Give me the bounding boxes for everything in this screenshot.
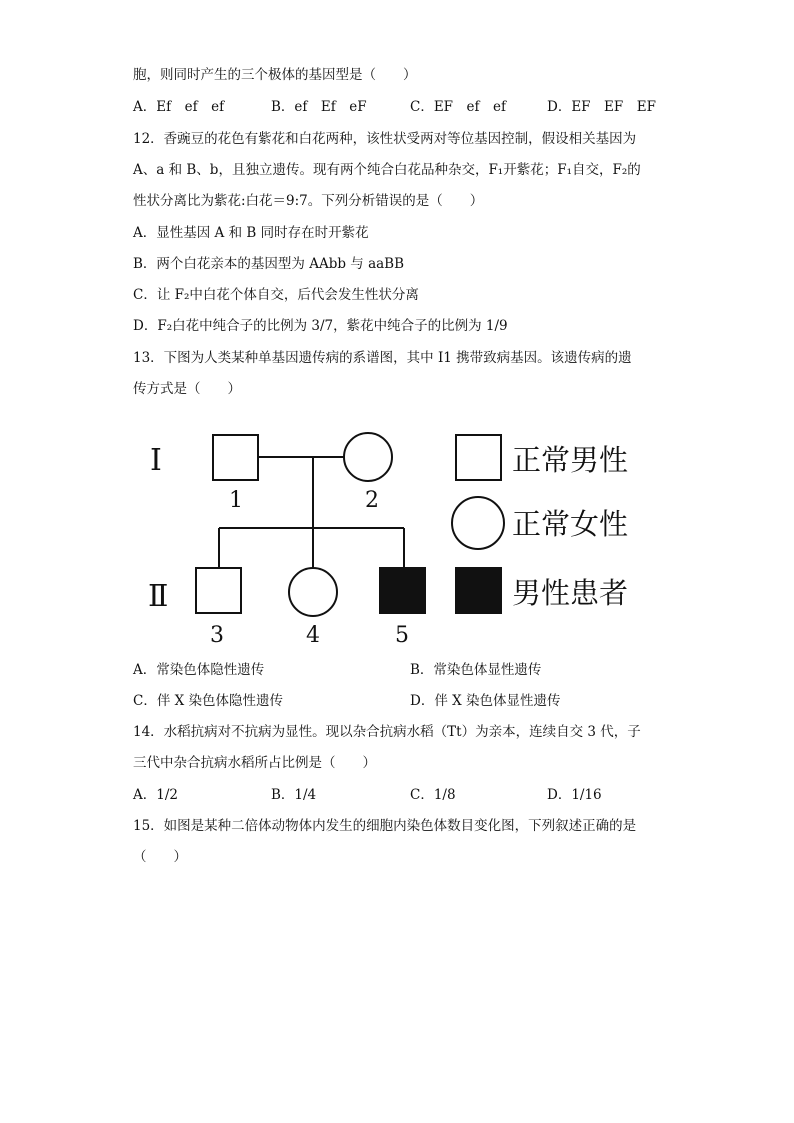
q12-option-d[interactable]: D．F₂白花中纯合子的比例为 3/7，紫花中纯合子的比例为 1/9	[133, 318, 508, 334]
individual-number-2: 2	[365, 488, 379, 513]
q14-option-c[interactable]: C．1/8	[410, 787, 456, 803]
q13-stem-line-2: 传方式是（ ）	[133, 381, 241, 397]
q14-option-a[interactable]: A．1/2	[133, 787, 178, 803]
q11-option-a[interactable]: A．Ef ef ef	[133, 99, 225, 115]
q12-option-b[interactable]: B．两个白花亲本的基因型为 AAbb 与 aaBB	[133, 256, 405, 272]
q14-option-b[interactable]: B．1/4	[271, 787, 317, 803]
legend-normal-male-label: 正常男性	[512, 443, 629, 477]
q15-stem-line-1: 15．如图是某种二倍体动物体内发生的细胞内染色体数目变化图，下列叙述正确的是	[133, 818, 637, 834]
q12-stem-line-2: A、a 和 B、b，且独立遗传。现有两个纯合白花品种杂交，F₁开紫花；F₁自交，F₂的	[133, 162, 641, 178]
individual-5-affected-male	[380, 568, 425, 613]
q11-stem-tail: 胞，则同时产生的三个极体的基因型是（ ）	[133, 67, 417, 83]
q12-option-c[interactable]: C．让 F₂中白花个体自交，后代会发生性状分离	[133, 287, 419, 303]
q11-option-d[interactable]: D．EF EF EF	[547, 99, 656, 115]
legend-normal-female-symbol	[452, 497, 504, 549]
q12-stem-line-1: 12．香豌豆的花色有紫花和白花两种，该性状受两对等位基因控制，假设相关基因为	[133, 131, 637, 147]
q14-stem-line-2: 三代中杂合抗病水稻所占比例是（ ）	[133, 755, 376, 771]
pedigree-chart	[140, 420, 660, 650]
individual-3-normal-male	[196, 568, 241, 613]
q13-stem-line-1: 13．下图为人类某种单基因遗传病的系谱图，其中 Ⅰ1 携带致病基因。该遗传病的遗	[133, 350, 632, 366]
q12-stem-line-3: 性状分离比为紫花:白花＝9:7。下列分析错误的是（ ）	[133, 193, 484, 209]
q13-option-a[interactable]: A．常染色体隐性遗传	[133, 662, 265, 678]
q13-option-b[interactable]: B．常染色体显性遗传	[410, 662, 542, 678]
generation-label-1: Ⅰ	[150, 443, 162, 478]
individual-4-normal-female	[289, 568, 337, 616]
q14-stem-line-1: 14．水稻抗病对不抗病为显性。现以杂合抗病水稻（Tt）为亲本，连续自交 3 代，子	[133, 724, 641, 740]
individual-number-1: 1	[229, 488, 243, 513]
q14-option-d[interactable]: D．1/16	[547, 787, 602, 803]
generation-label-2: Ⅱ	[148, 579, 169, 614]
individual-2-normal-female	[344, 433, 392, 481]
individual-number-5: 5	[395, 623, 409, 648]
legend-affected-male-label: 男性患者	[512, 576, 629, 610]
q13-option-d[interactable]: D．伴 X 染色体显性遗传	[410, 693, 561, 709]
q12-option-a[interactable]: A．显性基因 A 和 B 同时存在时开紫花	[133, 225, 369, 241]
individual-1-normal-male	[213, 435, 258, 480]
legend-normal-female-label: 正常女性	[512, 507, 629, 541]
individual-number-4: 4	[306, 623, 320, 648]
q11-option-b[interactable]: B．ef Ef eF	[271, 99, 367, 115]
q13-option-c[interactable]: C．伴 X 染色体隐性遗传	[133, 693, 284, 709]
q11-option-c[interactable]: C．EF ef ef	[410, 99, 507, 115]
q15-stem-line-2: （ ）	[133, 849, 187, 865]
legend-normal-male-symbol	[456, 435, 501, 480]
legend-affected-male-symbol	[456, 568, 501, 613]
individual-number-3: 3	[210, 623, 224, 648]
